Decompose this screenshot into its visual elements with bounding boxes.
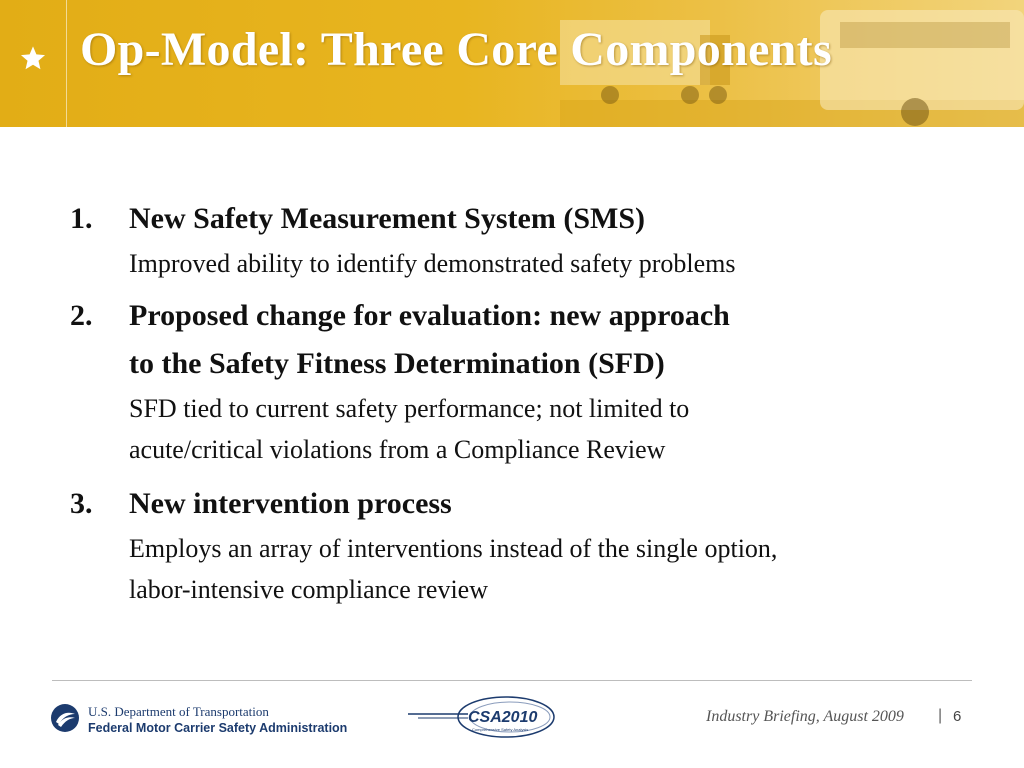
department-name: U.S. Department of Transportation — [88, 704, 269, 719]
star-box — [0, 0, 67, 127]
header-banner — [0, 0, 1024, 127]
dot-logo-icon — [50, 703, 80, 733]
list-item-description: SFD tied to current safety performance; not limited to — [129, 394, 690, 423]
briefing-label: Industry Briefing, August 2009 — [706, 708, 904, 725]
csa2010-logo-subtext: Comprehensive Safety Analysis — [472, 727, 529, 732]
page-number: 6 — [953, 708, 962, 725]
list-item-heading: Proposed change for evaluation: new approach — [129, 299, 730, 332]
csa2010-logo-text: CSA2010 — [468, 709, 538, 726]
list-item-heading: to the Safety Fitness Determination (SFD) — [129, 347, 665, 380]
list-item-number: 1. — [70, 202, 93, 235]
list-item-number: 3. — [70, 487, 93, 520]
slide-title: Op-Model: Three Core Components — [80, 23, 832, 76]
footer-divider — [52, 680, 972, 681]
list-item-description: acute/critical violations from a Compliance Review — [129, 435, 666, 464]
list-item-number: 2. — [70, 299, 93, 332]
footer-separator: | — [938, 707, 943, 724]
list-item-description: Employs an array of interventions instead of the single option, — [129, 534, 778, 563]
csa2010-logo — [408, 692, 558, 742]
list-item-heading: New Safety Measurement System (SMS) — [129, 202, 646, 235]
list-item-description: labor-intensive compliance review — [129, 575, 488, 604]
list-item-heading: New intervention process — [129, 487, 452, 520]
list-item-description: Improved ability to identify demonstrated safety problems — [129, 249, 736, 278]
agency-name: Federal Motor Carrier Safety Administration — [88, 721, 348, 735]
star-icon — [19, 44, 47, 72]
